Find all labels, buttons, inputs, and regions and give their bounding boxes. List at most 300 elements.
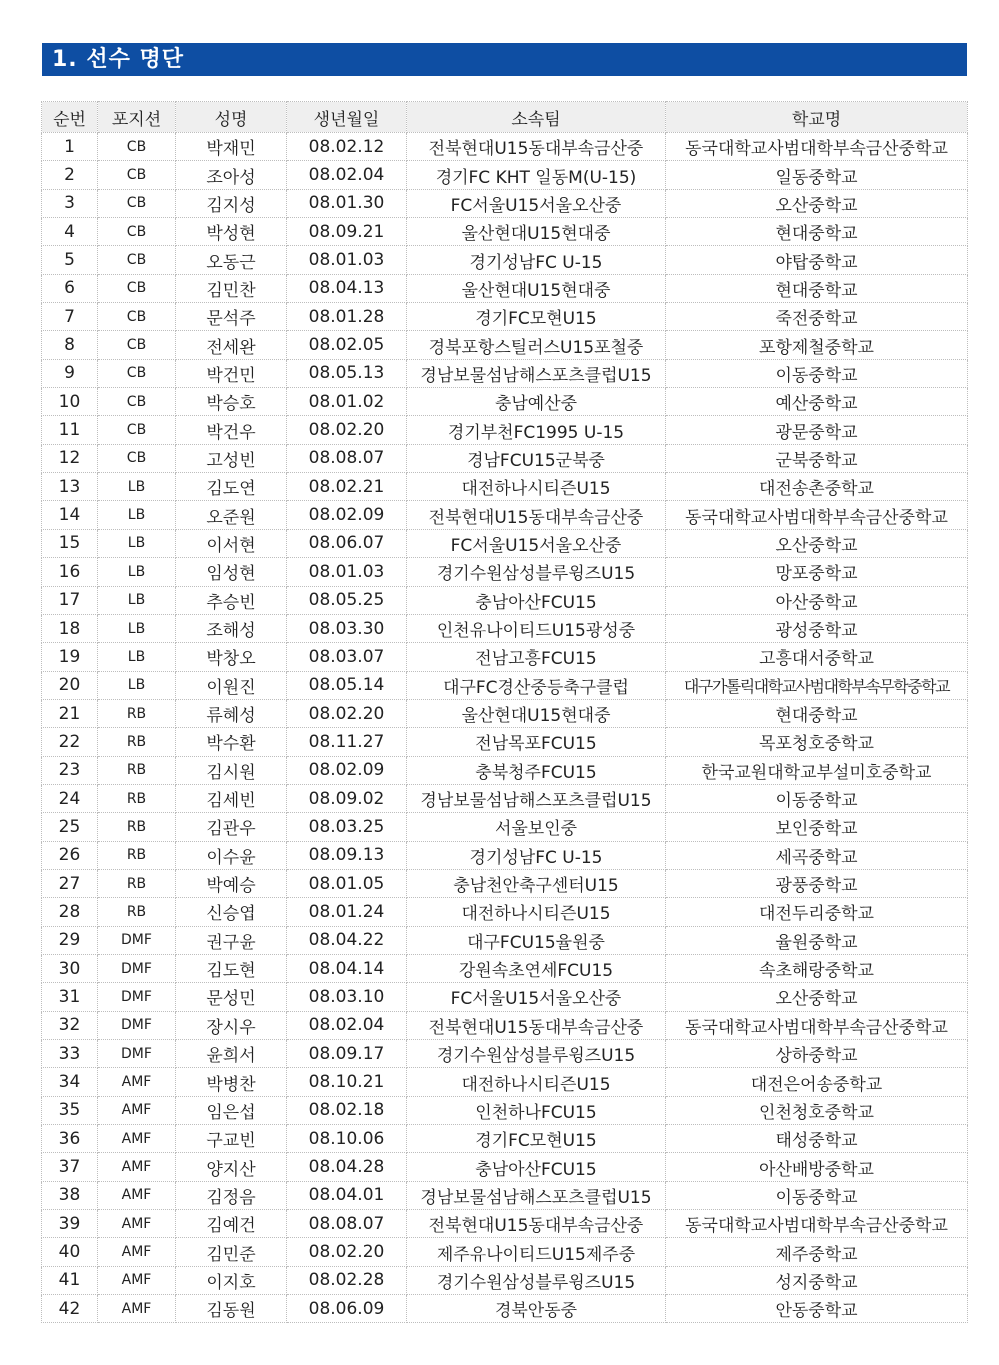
- cell-birthdate: 08.05.13: [287, 359, 407, 387]
- cell-name: 권구윤: [176, 926, 287, 954]
- cell-name: 이지호: [176, 1266, 287, 1294]
- cell-position: AMF: [98, 1181, 176, 1209]
- cell-name: 김관우: [176, 813, 287, 841]
- cell-position: LB: [98, 614, 176, 642]
- cell-number: 27: [42, 869, 98, 897]
- cell-birthdate: 08.01.05: [287, 869, 407, 897]
- header-name: 성명: [176, 102, 287, 133]
- table-row: [42, 671, 968, 699]
- cell-position: AMF: [98, 1266, 176, 1294]
- cell-number: 12: [42, 444, 98, 472]
- table-row: [42, 1125, 968, 1153]
- cell-birthdate: 08.02.20: [287, 416, 407, 444]
- cell-name: 임은섭: [176, 1096, 287, 1124]
- table-row: [42, 813, 968, 841]
- cell-name: 고성빈: [176, 444, 287, 472]
- cell-birthdate: 08.04.28: [287, 1153, 407, 1181]
- cell-school: 대전두리중학교: [666, 898, 968, 926]
- cell-team: 경북포항스틸러스U15포철중: [407, 331, 666, 359]
- cell-position: AMF: [98, 1125, 176, 1153]
- table-row: [42, 388, 968, 416]
- table-row: [42, 189, 968, 217]
- cell-position: AMF: [98, 1153, 176, 1181]
- cell-team: 충남아산FCU15: [407, 586, 666, 614]
- table-row: [42, 218, 968, 246]
- table-row: [42, 501, 968, 529]
- table-row: [42, 331, 968, 359]
- table-row: [42, 869, 968, 897]
- cell-team: 경기성남FC U-15: [407, 246, 666, 274]
- cell-team: 대전하나시티즌U15: [407, 898, 666, 926]
- cell-team: 경기FC모현U15: [407, 303, 666, 331]
- cell-position: CB: [98, 218, 176, 246]
- cell-team: 경남보물섬남해스포츠클럽U15: [407, 359, 666, 387]
- cell-team: 충북청주FCU15: [407, 756, 666, 784]
- cell-position: RB: [98, 898, 176, 926]
- cell-position: DMF: [98, 1040, 176, 1068]
- cell-position: RB: [98, 756, 176, 784]
- cell-number: 7: [42, 303, 98, 331]
- cell-birthdate: 08.01.30: [287, 189, 407, 217]
- cell-name: 류혜성: [176, 699, 287, 727]
- cell-number: 16: [42, 558, 98, 586]
- table-row: [42, 444, 968, 472]
- cell-number: 23: [42, 756, 98, 784]
- table-row: [42, 643, 968, 671]
- cell-position: CB: [98, 274, 176, 302]
- cell-number: 39: [42, 1210, 98, 1238]
- cell-position: DMF: [98, 926, 176, 954]
- cell-position: CB: [98, 161, 176, 189]
- cell-birthdate: 08.02.28: [287, 1266, 407, 1294]
- cell-number: 26: [42, 841, 98, 869]
- cell-number: 18: [42, 614, 98, 642]
- table-row: [42, 1238, 968, 1266]
- cell-school: 대전은어송중학교: [666, 1068, 968, 1096]
- cell-team: 전북현대U15동대부속금산중: [407, 1011, 666, 1039]
- cell-name: 박창오: [176, 643, 287, 671]
- cell-position: LB: [98, 558, 176, 586]
- cell-school: 인천청호중학교: [666, 1096, 968, 1124]
- cell-number: 15: [42, 529, 98, 557]
- cell-school: 포항제철중학교: [666, 331, 968, 359]
- cell-position: AMF: [98, 1295, 176, 1323]
- table-row: [42, 1040, 968, 1068]
- table-row: [42, 954, 968, 982]
- cell-team: 전북현대U15동대부속금산중: [407, 133, 666, 161]
- cell-number: 9: [42, 359, 98, 387]
- cell-position: AMF: [98, 1210, 176, 1238]
- cell-number: 33: [42, 1040, 98, 1068]
- table-row: [42, 1295, 968, 1323]
- cell-team: FC서울U15서울오산중: [407, 983, 666, 1011]
- cell-school: 대구가톨릭대학교사범대학부속무학중학교: [666, 671, 968, 699]
- cell-school: 현대중학교: [666, 699, 968, 727]
- cell-name: 김민찬: [176, 274, 287, 302]
- cell-number: 25: [42, 813, 98, 841]
- table-row: [42, 416, 968, 444]
- cell-name: 박성현: [176, 218, 287, 246]
- cell-birthdate: 08.02.09: [287, 756, 407, 784]
- cell-position: CB: [98, 416, 176, 444]
- cell-team: 충남예산중: [407, 388, 666, 416]
- cell-number: 36: [42, 1125, 98, 1153]
- cell-position: LB: [98, 643, 176, 671]
- cell-name: 김도현: [176, 954, 287, 982]
- cell-number: 17: [42, 586, 98, 614]
- cell-birthdate: 08.01.03: [287, 246, 407, 274]
- cell-number: 13: [42, 473, 98, 501]
- cell-number: 6: [42, 274, 98, 302]
- cell-school: 광성중학교: [666, 614, 968, 642]
- cell-number: 41: [42, 1266, 98, 1294]
- section-title: 1. 선수 명단: [42, 43, 967, 76]
- cell-school: 야탑중학교: [666, 246, 968, 274]
- cell-number: 20: [42, 671, 98, 699]
- table-row: [42, 1210, 968, 1238]
- cell-birthdate: 08.01.02: [287, 388, 407, 416]
- table-row: [42, 1266, 968, 1294]
- cell-number: 31: [42, 983, 98, 1011]
- cell-school: 보인중학교: [666, 813, 968, 841]
- cell-name: 박재민: [176, 133, 287, 161]
- cell-number: 40: [42, 1238, 98, 1266]
- cell-team: 충남아산FCU15: [407, 1153, 666, 1181]
- cell-birthdate: 08.02.09: [287, 501, 407, 529]
- cell-school: 오산중학교: [666, 529, 968, 557]
- cell-name: 임성현: [176, 558, 287, 586]
- cell-name: 박예승: [176, 869, 287, 897]
- cell-school: 상하중학교: [666, 1040, 968, 1068]
- cell-name: 오동근: [176, 246, 287, 274]
- cell-team: 경기수원삼성블루윙즈U15: [407, 1266, 666, 1294]
- cell-position: CB: [98, 444, 176, 472]
- cell-position: DMF: [98, 983, 176, 1011]
- table-body: [42, 133, 968, 1323]
- cell-team: 전북현대U15동대부속금산중: [407, 501, 666, 529]
- cell-team: 대전하나시티즌U15: [407, 473, 666, 501]
- cell-team: 경기성남FC U-15: [407, 841, 666, 869]
- cell-school: 망포중학교: [666, 558, 968, 586]
- cell-number: 34: [42, 1068, 98, 1096]
- cell-team: 인천하나FCU15: [407, 1096, 666, 1124]
- cell-school: 아산배방중학교: [666, 1153, 968, 1181]
- cell-team: 경남보물섬남해스포츠클럽U15: [407, 784, 666, 812]
- header-number: 순번: [42, 102, 98, 133]
- cell-birthdate: 08.03.10: [287, 983, 407, 1011]
- cell-name: 박건민: [176, 359, 287, 387]
- cell-number: 1: [42, 133, 98, 161]
- cell-school: 이동중학교: [666, 784, 968, 812]
- table-row: [42, 359, 968, 387]
- cell-birthdate: 08.01.03: [287, 558, 407, 586]
- cell-team: FC서울U15서울오산중: [407, 529, 666, 557]
- cell-school: 목포청호중학교: [666, 728, 968, 756]
- table-row: [42, 1181, 968, 1209]
- header-team: 소속팀: [407, 102, 666, 133]
- cell-number: 3: [42, 189, 98, 217]
- cell-school: 속초해랑중학교: [666, 954, 968, 982]
- cell-number: 14: [42, 501, 98, 529]
- cell-school: 일동중학교: [666, 161, 968, 189]
- cell-position: LB: [98, 671, 176, 699]
- cell-name: 김예건: [176, 1210, 287, 1238]
- cell-team: 경남FCU15군북중: [407, 444, 666, 472]
- cell-birthdate: 08.09.17: [287, 1040, 407, 1068]
- cell-school: 이동중학교: [666, 1181, 968, 1209]
- cell-team: 제주유나이티드U15제주중: [407, 1238, 666, 1266]
- table-row: [42, 614, 968, 642]
- cell-position: CB: [98, 388, 176, 416]
- cell-birthdate: 08.03.30: [287, 614, 407, 642]
- table-row: [42, 756, 968, 784]
- cell-position: LB: [98, 586, 176, 614]
- cell-name: 김도연: [176, 473, 287, 501]
- cell-birthdate: 08.04.14: [287, 954, 407, 982]
- table-row: [42, 728, 968, 756]
- cell-name: 김정음: [176, 1181, 287, 1209]
- cell-position: CB: [98, 189, 176, 217]
- cell-team: FC서울U15서울오산중: [407, 189, 666, 217]
- table-row: [42, 841, 968, 869]
- cell-birthdate: 08.02.12: [287, 133, 407, 161]
- cell-name: 김세빈: [176, 784, 287, 812]
- cell-number: 22: [42, 728, 98, 756]
- cell-position: CB: [98, 133, 176, 161]
- cell-number: 42: [42, 1295, 98, 1323]
- cell-team: 경기수원삼성블루윙즈U15: [407, 558, 666, 586]
- cell-team: 강원속초연세FCU15: [407, 954, 666, 982]
- cell-position: AMF: [98, 1238, 176, 1266]
- cell-birthdate: 08.02.04: [287, 161, 407, 189]
- cell-school: 세곡중학교: [666, 841, 968, 869]
- cell-position: LB: [98, 529, 176, 557]
- cell-position: RB: [98, 869, 176, 897]
- table-row: [42, 1096, 968, 1124]
- table-row: [42, 1153, 968, 1181]
- cell-number: 19: [42, 643, 98, 671]
- table-row: [42, 784, 968, 812]
- player-roster-table: [41, 101, 968, 1323]
- header-school: 학교명: [666, 102, 968, 133]
- cell-birthdate: 08.09.02: [287, 784, 407, 812]
- cell-school: 아산중학교: [666, 586, 968, 614]
- cell-position: CB: [98, 331, 176, 359]
- cell-birthdate: 08.04.13: [287, 274, 407, 302]
- cell-number: 32: [42, 1011, 98, 1039]
- cell-team: 울산현대U15현대중: [407, 699, 666, 727]
- cell-name: 윤희서: [176, 1040, 287, 1068]
- cell-position: RB: [98, 784, 176, 812]
- cell-school: 오산중학교: [666, 983, 968, 1011]
- table-row: [42, 274, 968, 302]
- cell-school: 동국대학교사범대학부속금산중학교: [666, 1210, 968, 1238]
- cell-school: 이동중학교: [666, 359, 968, 387]
- cell-birthdate: 08.01.28: [287, 303, 407, 331]
- cell-name: 박병찬: [176, 1068, 287, 1096]
- cell-position: LB: [98, 501, 176, 529]
- cell-birthdate: 08.10.21: [287, 1068, 407, 1096]
- cell-team: 인천유나이티드U15광성중: [407, 614, 666, 642]
- cell-team: 울산현대U15현대중: [407, 274, 666, 302]
- table-row: [42, 246, 968, 274]
- cell-name: 문석주: [176, 303, 287, 331]
- cell-team: 경기FC KHT 일동M(U-15): [407, 161, 666, 189]
- cell-position: DMF: [98, 954, 176, 982]
- cell-name: 조아성: [176, 161, 287, 189]
- table-row: [42, 558, 968, 586]
- cell-number: 8: [42, 331, 98, 359]
- cell-team: 경기수원삼성블루윙즈U15: [407, 1040, 666, 1068]
- cell-name: 이원진: [176, 671, 287, 699]
- cell-name: 김동원: [176, 1295, 287, 1323]
- cell-name: 김민준: [176, 1238, 287, 1266]
- cell-number: 30: [42, 954, 98, 982]
- cell-position: RB: [98, 841, 176, 869]
- cell-team: 대전하나시티즌U15: [407, 1068, 666, 1096]
- cell-number: 5: [42, 246, 98, 274]
- cell-school: 죽전중학교: [666, 303, 968, 331]
- table-row: [42, 161, 968, 189]
- cell-birthdate: 08.02.05: [287, 331, 407, 359]
- cell-team: 대구FCU15율원중: [407, 926, 666, 954]
- cell-position: AMF: [98, 1068, 176, 1096]
- cell-school: 예산중학교: [666, 388, 968, 416]
- cell-school: 안동중학교: [666, 1295, 968, 1323]
- header-position: 포지션: [98, 102, 176, 133]
- cell-school: 군북중학교: [666, 444, 968, 472]
- cell-name: 양지산: [176, 1153, 287, 1181]
- cell-school: 고흥대서중학교: [666, 643, 968, 671]
- cell-position: CB: [98, 246, 176, 274]
- cell-birthdate: 08.06.09: [287, 1295, 407, 1323]
- cell-team: 경북안동중: [407, 1295, 666, 1323]
- cell-birthdate: 08.02.18: [287, 1096, 407, 1124]
- cell-number: 38: [42, 1181, 98, 1209]
- cell-name: 박승호: [176, 388, 287, 416]
- cell-team: 경기부천FC1995 U-15: [407, 416, 666, 444]
- cell-name: 김시원: [176, 756, 287, 784]
- cell-name: 박건우: [176, 416, 287, 444]
- cell-birthdate: 08.01.24: [287, 898, 407, 926]
- cell-position: LB: [98, 473, 176, 501]
- cell-position: RB: [98, 699, 176, 727]
- cell-birthdate: 08.02.04: [287, 1011, 407, 1039]
- cell-number: 21: [42, 699, 98, 727]
- cell-team: 전남목포FCU15: [407, 728, 666, 756]
- table-row: [42, 586, 968, 614]
- cell-team: 경기FC모현U15: [407, 1125, 666, 1153]
- cell-name: 문성민: [176, 983, 287, 1011]
- cell-name: 오준원: [176, 501, 287, 529]
- cell-school: 광풍중학교: [666, 869, 968, 897]
- cell-school: 동국대학교사범대학부속금산중학교: [666, 133, 968, 161]
- cell-birthdate: 08.02.20: [287, 699, 407, 727]
- table-row: [42, 473, 968, 501]
- cell-name: 이수윤: [176, 841, 287, 869]
- table-row: [42, 926, 968, 954]
- cell-birthdate: 08.09.21: [287, 218, 407, 246]
- cell-birthdate: 08.03.07: [287, 643, 407, 671]
- cell-school: 태성중학교: [666, 1125, 968, 1153]
- cell-birthdate: 08.02.20: [287, 1238, 407, 1266]
- cell-number: 29: [42, 926, 98, 954]
- cell-school: 제주중학교: [666, 1238, 968, 1266]
- cell-school: 율원중학교: [666, 926, 968, 954]
- cell-name: 전세완: [176, 331, 287, 359]
- cell-birthdate: 08.09.13: [287, 841, 407, 869]
- table-row: [42, 1068, 968, 1096]
- cell-birthdate: 08.05.25: [287, 586, 407, 614]
- cell-name: 이서현: [176, 529, 287, 557]
- cell-birthdate: 08.08.07: [287, 444, 407, 472]
- cell-name: 장시우: [176, 1011, 287, 1039]
- cell-school: 오산중학교: [666, 189, 968, 217]
- cell-school: 한국교원대학교부설미호중학교: [666, 756, 968, 784]
- cell-birthdate: 08.05.14: [287, 671, 407, 699]
- table-row: [42, 699, 968, 727]
- cell-birthdate: 08.06.07: [287, 529, 407, 557]
- cell-number: 37: [42, 1153, 98, 1181]
- cell-school: 광문중학교: [666, 416, 968, 444]
- cell-position: AMF: [98, 1096, 176, 1124]
- cell-position: DMF: [98, 1011, 176, 1039]
- cell-school: 현대중학교: [666, 274, 968, 302]
- cell-school: 현대중학교: [666, 218, 968, 246]
- cell-school: 성지중학교: [666, 1266, 968, 1294]
- cell-birthdate: 08.10.06: [287, 1125, 407, 1153]
- cell-school: 동국대학교사범대학부속금산중학교: [666, 1011, 968, 1039]
- table-row: [42, 303, 968, 331]
- cell-number: 10: [42, 388, 98, 416]
- cell-school: 동국대학교사범대학부속금산중학교: [666, 501, 968, 529]
- cell-birthdate: 08.02.21: [287, 473, 407, 501]
- cell-name: 박수환: [176, 728, 287, 756]
- cell-birthdate: 08.04.01: [287, 1181, 407, 1209]
- cell-team: 전남고흥FCU15: [407, 643, 666, 671]
- table-row: [42, 898, 968, 926]
- cell-position: RB: [98, 813, 176, 841]
- cell-name: 추승빈: [176, 586, 287, 614]
- cell-name: 조해성: [176, 614, 287, 642]
- cell-birthdate: 08.08.07: [287, 1210, 407, 1238]
- cell-birthdate: 08.04.22: [287, 926, 407, 954]
- cell-team: 서울보인중: [407, 813, 666, 841]
- cell-name: 구교빈: [176, 1125, 287, 1153]
- table-row: [42, 529, 968, 557]
- cell-number: 35: [42, 1096, 98, 1124]
- cell-number: 24: [42, 784, 98, 812]
- cell-birthdate: 08.11.27: [287, 728, 407, 756]
- table-row: [42, 1011, 968, 1039]
- cell-name: 김지성: [176, 189, 287, 217]
- cell-school: 대전송촌중학교: [666, 473, 968, 501]
- header-birthdate: 생년월일: [287, 102, 407, 133]
- cell-position: CB: [98, 359, 176, 387]
- cell-number: 4: [42, 218, 98, 246]
- cell-number: 28: [42, 898, 98, 926]
- cell-name: 신승엽: [176, 898, 287, 926]
- cell-position: RB: [98, 728, 176, 756]
- cell-birthdate: 08.03.25: [287, 813, 407, 841]
- cell-team: 대구FC경산중등축구클럽: [407, 671, 666, 699]
- cell-position: CB: [98, 303, 176, 331]
- cell-number: 2: [42, 161, 98, 189]
- table-header-row: [42, 102, 968, 133]
- cell-number: 11: [42, 416, 98, 444]
- cell-team: 전북현대U15동대부속금산중: [407, 1210, 666, 1238]
- table-row: [42, 983, 968, 1011]
